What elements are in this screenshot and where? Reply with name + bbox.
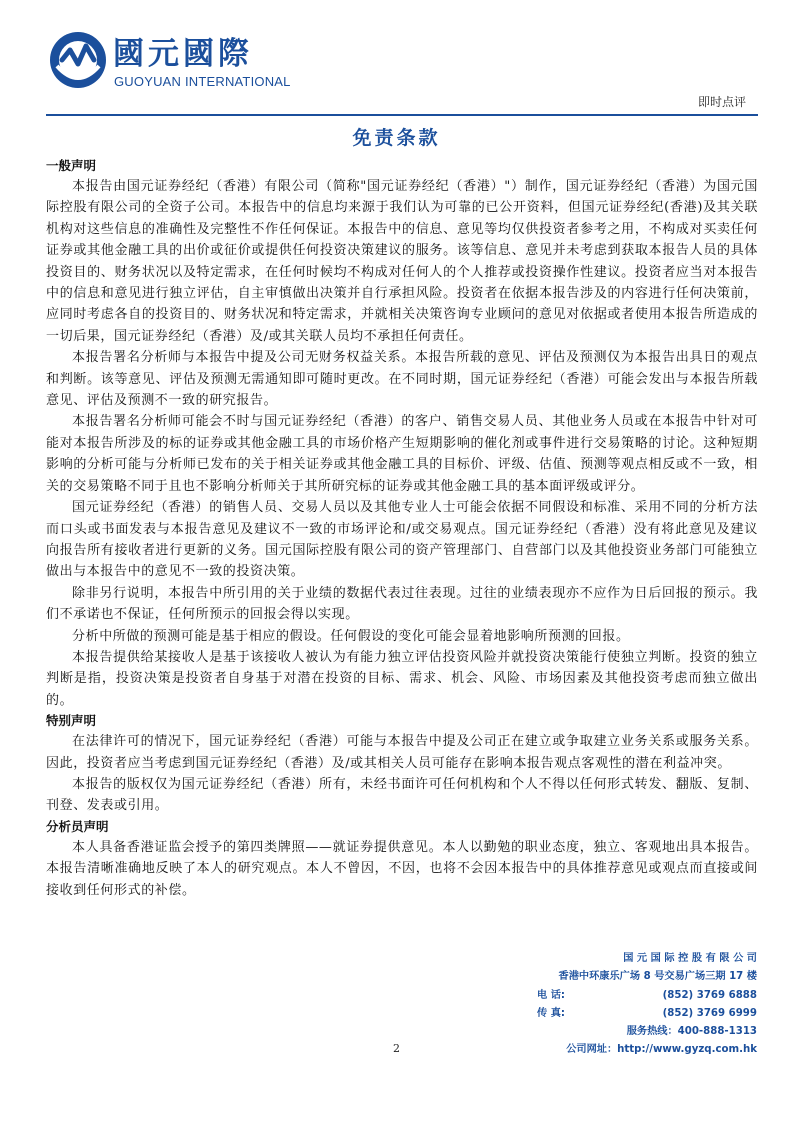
paragraph: 本报告由国元证券经纪（香港）有限公司（简称"国元证券经纪（香港）"）制作，国元证券经纪（香港）为国元国际控股有限公司的全资子公司。本报告中的信息均来源于我们认为可靠的已公开资料，但国元证券经纪(香港)及其关联机构对这些信息的准确性及完整性不作任何保证。本报告中的信息、意见等均仅供投资者参考之用，不构成对买卖任何证券或其他金融工具的出价或征价或提供任何投资决策建议的服务。该等信息、意见并未考虑到获取本报告人员的具体投资目的、财务状况以及特定需求，在任何时候均不构成对任何人的个人推荐或投资操作性建议。投资者应当对本报告中的信息和意见进行独立评估，自主审慎做出决策并自行承担风险。投资者在依据本报告涉及的内容进行任何决策前，应同时考虑各自的投资目的、财务状况和特定需求，并就相关决策咨询专业顾问的意见对依据或者使用本报告所造成的一切后果，国元证券经纪（香港）及/或其关联人员均不承担任何责任。 [46,179,758,344]
page-title: 免责条款 [352,127,441,149]
section-heading-general: 一般声明 [46,158,97,173]
logo-english-name: GUOYUAN INTERNATIONAL [114,74,291,89]
phone-number: (852) 3769 6888 [662,989,757,1001]
section-heading-special: 特别声明 [46,713,97,729]
company-name: 国 元 国 际 控 股 有 限 公 司 [623,953,757,964]
paragraph: 本报告署名分析师与本报告中提及公司无财务权益关系。本报告所载的意见、评估及预测仅为本报告出具日的观点和判断。该等意见、评估及预测无需通知即可随时更改。在不同时期，国元证券经纪（香港）可能会发出与本报告所载意见、评估及预测不一致的研究报告。 [46,350,758,409]
paragraph: 国元证券经纪（香港）的销售人员、交易人员以及其他专业人士可能会依据不同假设和标准、采用不同的分析方法而口头或书面发表与本报告意见及建议不一致的市场评论和/或交易观点。国元证券经纪（香港）没有将此意见及建议向报告所有接收者进行更新的义务。国元国际控股有限公司的资产管理部门、自营部门以及其他投资业务部门可能独立做出与本报告中的意见不一致的投资决策。 [46,500,758,580]
paragraph: 分析中所做的预测可能是基于相应的假设。任何假设的变化可能会显着地影响所预测的回报。 [72,628,630,644]
phone-row [477,987,757,1005]
paragraph: 本报告提供给某接收人是基于该接收人被认为有能力独立评估投资风险并就投资决策能行使独立判断。投资的独立判断是指，投资决策是投资者自身基于对潜在投资的目标、需求、机会、风险、市场因素及其他投资考虑而独立做出的。 [46,649,758,708]
fax-row [477,1005,757,1023]
page-number: 2 [393,1042,400,1055]
paragraph: 本人具备香港证监会授予的第四类牌照——就证券提供意见。本人以勤勉的职业态度，独立、客观地出具本报告。本报告清晰准确地反映了本人的研究观点。本人不曾因，不因，也将不会因本报告中的具体推荐意见或观点而直接或间接收到任何形式的补偿。 [46,839,758,898]
section-heading-analyst: 分析员声明 [46,818,109,834]
phone-label: 电 话: [537,989,565,1001]
paragraph: 除非另行说明，本报告中所引用的关于业绩的数据代表过往表现。过往的业绩表现亦不应作为日后回报的预示。我们不承诺也不保证，任何所预示的回报会得以实现。 [46,585,758,623]
logo-chinese-name: 國元國際 [113,36,253,72]
page-header [0,0,793,120]
disclaimer-body [46,156,758,901]
header-divider [46,114,758,116]
company-address: 香港中环康乐广场 8 号交易广场三期 17 楼 [558,971,757,983]
paragraph: 本报告的版权仅为国元证券经纪（香港）所有，未经书面许可任何机构和个人不得以任何形式转发、翻版、复制、刊登、发表或引用。 [46,776,758,814]
paragraph: 在法律许可的情况下，国元证券经纪（香港）可能与本报告中提及公司正在建立或争取建立业务关系或服务关系。因此，投资者应当考虑到国元证券经纪（香港）及/或其相关人员可能存在影响本报告观点客观性的潜在利益冲突。 [46,734,758,771]
company-website[interactable]: 公司网址：http://www.gyzq.com.hk [566,1044,757,1056]
fax-label: 传 真: [537,1007,565,1019]
service-hotline: 服务热线：400-888-1313 [626,1026,757,1038]
guoyuan-logo-icon [48,30,108,90]
paragraph: 本报告署名分析师可能会不时与国元证券经纪（香港）的客户、销售交易人员、其他业务人员或在本报告中针对可能对本报告所涉及的标的证券或其他金融工具的市场价格产生短期影响的催化剂或事件进行交易策略的讨论。这种短期影响的分析可能与分析师已发布的关于相关证券或其他金融工具的目标价、评级、估值、预测等观点相反或不一致，相关的交易策略不同于且也不影响分析师关于其所研究标的证券或其他金融工具的基本面评级或评分。 [46,414,758,494]
fax-number: (852) 3769 6999 [662,1007,757,1019]
report-type-label: 即时点评 [697,95,746,109]
